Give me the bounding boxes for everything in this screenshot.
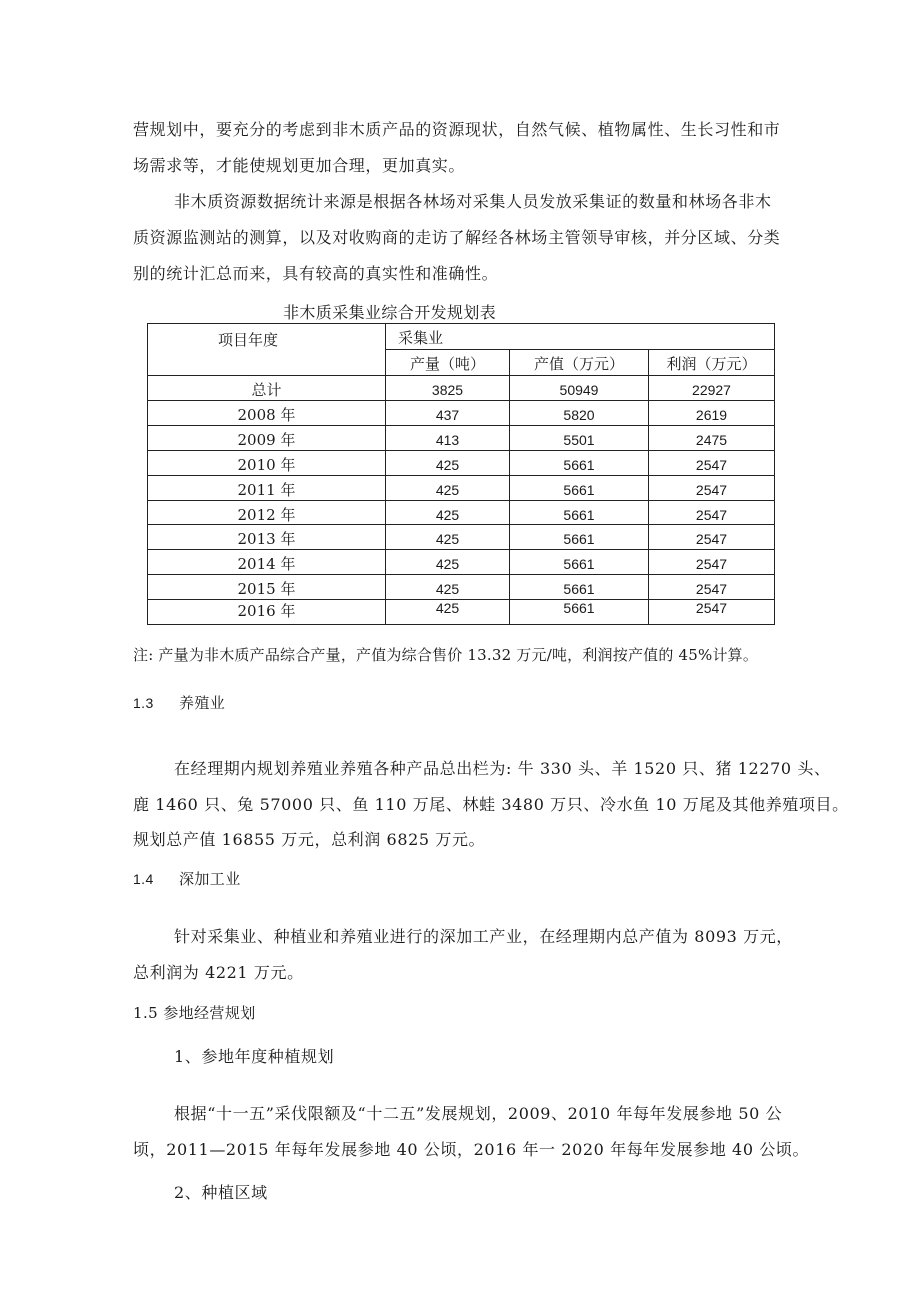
cell-output: 425 <box>435 482 460 498</box>
cell-value: 5661 <box>563 581 595 597</box>
paragraph-line: 针对采集业、种植业和养殖业进行的深加工产业，在经理期内总产值为 8093 万元， <box>174 927 793 946</box>
paragraph-line: 在经理期内规划养殖业养殖各种产品总出栏为: 牛 330 头、羊 1520 只、猪 12270 头、 <box>174 759 831 778</box>
subheading: 1、参地年度种植规划 <box>174 1047 335 1066</box>
section-heading-1-4 <box>133 868 241 889</box>
section-number: 1.3 <box>133 695 154 711</box>
cell-output: 3825 <box>431 382 464 398</box>
row-label: 2012 年 <box>237 506 296 524</box>
table-note: 注: 产量为非木质产品综合产量，产值为综合售价 13.32 万元/吨，利润按产值的 45%计算。 <box>133 646 759 664</box>
paragraph-line: 顷，2011—2015 年每年发展参地 40 公顷，2016 年一 2020 年每年发展参地 40 公顷。 <box>133 1140 810 1159</box>
paragraph-line: 质资源监测站的测算，以及对收购商的走访了解经各林场主管领导审核，并分区域、分类 <box>133 228 781 247</box>
paragraph-line: 营规划中，要充分的考虑到非木质产品的资源现状，自然气候、植物属性、生长习性和市 <box>133 120 781 139</box>
cell-profit: 2547 <box>695 531 728 547</box>
cell-profit: 22927 <box>692 382 731 398</box>
section-heading-1-3 <box>133 692 225 713</box>
row-label: 2011 年 <box>237 481 296 499</box>
section-heading-1-5: 1.5 参地经营规划 <box>133 1004 256 1022</box>
cell-output: 425 <box>435 581 460 597</box>
cell-profit: 2547 <box>695 556 728 572</box>
row-label: 总计 <box>251 381 282 399</box>
paragraph-line: 场需求等，才能使规划更加合理，更加真实。 <box>133 156 466 175</box>
cell-value: 5661 <box>563 457 595 473</box>
paragraph-line: 别的统计汇总而来，具有较高的真实性和准确性。 <box>133 264 499 283</box>
column-header-profit: 利润（万元） <box>666 355 757 373</box>
column-header-value: 产值（万元） <box>533 355 624 373</box>
cell-profit: 2547 <box>695 482 728 498</box>
cell-output: 437 <box>435 407 460 423</box>
cell-value: 5661 <box>563 556 595 572</box>
row-label: 2008 年 <box>237 406 296 424</box>
section-title: 养殖业 <box>179 694 226 712</box>
header-item-year: 项目年度 <box>217 331 278 349</box>
section-number: 1.4 <box>133 871 154 887</box>
row-label: 2016 年 <box>237 602 296 620</box>
paragraph-line: 根据“十一五”采伐限额及“十二五”发展规划，2009、2010 年每年发展参地 50 公 <box>174 1104 783 1123</box>
cell-value: 5661 <box>563 482 595 498</box>
row-label: 2013 年 <box>237 530 296 548</box>
data-table <box>147 323 775 625</box>
cell-output: 425 <box>435 507 460 523</box>
subheading: 2、种植区域 <box>174 1183 268 1202</box>
row-label: 2009 年 <box>237 431 296 449</box>
cell-profit: 2547 <box>695 457 728 473</box>
paragraph-line: 非木质资源数据统计来源是根据各林场对采集人员发放采集证的数量和林场各非木 <box>174 192 772 211</box>
cell-value: 5661 <box>563 507 595 523</box>
cell-value: 5661 <box>563 600 595 616</box>
cell-profit: 2547 <box>695 600 728 616</box>
row-label: 2010 年 <box>237 456 296 474</box>
cell-output: 413 <box>435 432 460 448</box>
row-label: 2015 年 <box>237 580 296 598</box>
cell-value: 5820 <box>563 407 595 423</box>
row-label: 2014 年 <box>237 555 296 573</box>
cell-output: 425 <box>435 457 460 473</box>
cell-profit: 2475 <box>695 432 728 448</box>
column-header-output: 产量（吨） <box>409 355 485 373</box>
paragraph-line: 鹿 1460 只、兔 57000 只、鱼 110 万尾、林蛙 3480 万只、冷水鱼 10 万尾及其他养殖项目。 <box>133 795 849 814</box>
paragraph-line: 规划总产值 16855 万元，总利润 6825 万元。 <box>133 830 486 849</box>
cell-value: 5661 <box>563 531 595 547</box>
cell-profit: 2619 <box>695 407 728 423</box>
paragraph-line: 总利润为 4221 万元。 <box>133 963 304 982</box>
cell-output: 425 <box>435 600 460 616</box>
cell-value: 5501 <box>563 432 595 448</box>
table-caption: 非木质采集业综合开发规划表 <box>283 303 497 322</box>
cell-output: 425 <box>435 556 460 572</box>
cell-profit: 2547 <box>695 507 728 523</box>
section-title: 深加工业 <box>179 870 241 888</box>
cell-profit: 2547 <box>695 581 728 597</box>
cell-value: 50949 <box>559 382 599 398</box>
cell-output: 425 <box>435 531 460 547</box>
header-group-collection: 采集业 <box>398 329 444 347</box>
